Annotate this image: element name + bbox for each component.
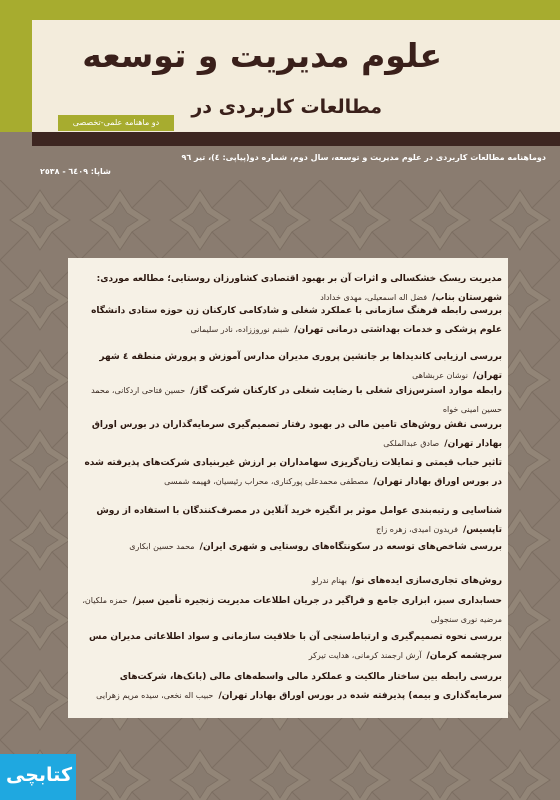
toc-entry-title: بررسی رابطه فرهنگ سازمانی با عملکرد شغلی و شادکامی کارکنان زن حوزه ستادی دانشگاه علوم پزشکی و خدمات بهداشتی درمانی تهران/ bbox=[91, 306, 502, 335]
toc-entry-authors: حبیب اله نخعی، سیده مریم زهرایی bbox=[96, 691, 214, 700]
toc-entry-title: مدیریت ریسک خشکسالی و اثرات آن بر بهبود اقتصادی کشاورزان روستایی؛ مطالعه موردی: شهرستان بناب/ bbox=[96, 274, 502, 303]
toc-entry bbox=[78, 412, 502, 450]
toc-entry bbox=[78, 344, 502, 382]
toc-entry-authors: فریدون امیدی، زهره زاج bbox=[375, 525, 458, 534]
toc-entry-authors: حسین فتاحی اردکانی، محمد حسین امینی خواه bbox=[91, 386, 502, 414]
toc-entry bbox=[78, 450, 502, 488]
top-color-band bbox=[0, 0, 560, 20]
logo-text: کتابچی bbox=[6, 764, 72, 786]
toc-entry bbox=[78, 588, 502, 626]
journal-type-badge: دو ماهنامه علمی-تخصصی bbox=[58, 115, 174, 131]
toc-entry-title: روش‌های تجاری‌سازی ایده‌های نو/ bbox=[352, 576, 502, 586]
table-of-contents bbox=[68, 258, 508, 718]
toc-entry-authors: بهنام ندرلو bbox=[311, 576, 347, 585]
toc-entry-authors: مصطفی محمدعلی پورکناری، محراب رئیسیان، فهیمه شمسی bbox=[164, 477, 369, 486]
toc-entry bbox=[78, 664, 502, 702]
toc-entry bbox=[78, 534, 502, 553]
toc-entry-title: بررسی شاخص‌های توسعه در سکونتگاه‌های روستایی و شهری ایران/ bbox=[199, 542, 502, 552]
issn: شاپا: ٦٤٠٩ - ٢٥٣٨ bbox=[40, 167, 111, 176]
toc-entry-authors: نوشان عربشاهی bbox=[412, 371, 468, 380]
toc-entry-authors: شبنم نوروززاده، نادر سلیمانی bbox=[190, 325, 290, 334]
header-divider bbox=[32, 132, 560, 146]
toc-entry-title: تاثیر حباب قیمتی و تمایلات زیان‌گریزی سهامداران بر ارزش غیربنیادی شرکت‌های پذیرفته شده در بورس اوراق بهادار تهران/ bbox=[84, 458, 502, 487]
toc-entry-title: رابطه موارد استرس‌زای شغلی با رضایت شغلی در کارکنان شرکت گاز/ bbox=[190, 386, 502, 396]
toc-entry bbox=[78, 298, 502, 336]
toc-entry bbox=[78, 498, 502, 536]
toc-entry-title: شناسایی و رتبه‌بندی عوامل موثر بر انگیزه خرید آنلاین در مصرف‌کنندگان با استفاده از روش تاپسیس/ bbox=[96, 506, 502, 535]
toc-entry bbox=[78, 568, 502, 587]
toc-entry-title: بررسی ارزیابی کاندیداها بر جانشین پروری مدیران مدارس آموزش و پرورش منطقه ٤ شهر تهران/ bbox=[99, 352, 502, 381]
toc-entry-authors: آرش ارجمند کرمانی، هدایت تیرکر bbox=[308, 651, 422, 660]
journal-title-main: علوم مدیریت و توسعه bbox=[82, 36, 442, 75]
toc-entry-title: بررسی رابطه بین ساختار مالکیت و عملکرد مالی واسطه‌های مالی (بانک‌ها، شرکت‌های سرمایه‌گذاری و بیمه) پذیرفته شده در بورس اوراق بهادار تهران/ bbox=[119, 672, 502, 701]
toc-entry bbox=[78, 378, 502, 416]
journal-title-sub: مطالعات کاربردی در bbox=[191, 96, 382, 118]
issue-info: دوماهنامه مطالعات کاربردی در علوم مدیریت و توسعه، سال دوم، شماره دو(پیاپی: ٤)، تیر ٩٦ bbox=[181, 153, 546, 162]
toc-entry-authors: فضل اله اسمعیلی، مهدی خداداد bbox=[320, 293, 428, 302]
toc-entry-authors: حمزه ملکیان، مرضیه نوری سنجولی bbox=[82, 596, 502, 624]
toc-entry-authors: صادق عبدالملکی bbox=[383, 439, 440, 448]
toc-entry-title: حسابداری سبز، ابزاری جامع و فراگیر در جریان اطلاعات مدیریت زنجیره تأمین سبز/ bbox=[132, 596, 502, 606]
toc-entry-title: بررسی نقش روش‌های تامین مالی در بهبود رفتار تصمیم‌گیری سرمایه‌گذاران در بورس اوراق بهادار تهران/ bbox=[91, 420, 502, 449]
toc-entry bbox=[78, 624, 502, 662]
toc-entry-title: بررسی نحوه تصمیم‌گیری و ارتباط‌سنجی آن با خلاقیت سازمانی و سواد اطلاعاتی مدیران مس سرچشمه کرمان/ bbox=[89, 632, 502, 661]
toc-entry-authors: محمد حسین ابکاری bbox=[129, 542, 195, 551]
